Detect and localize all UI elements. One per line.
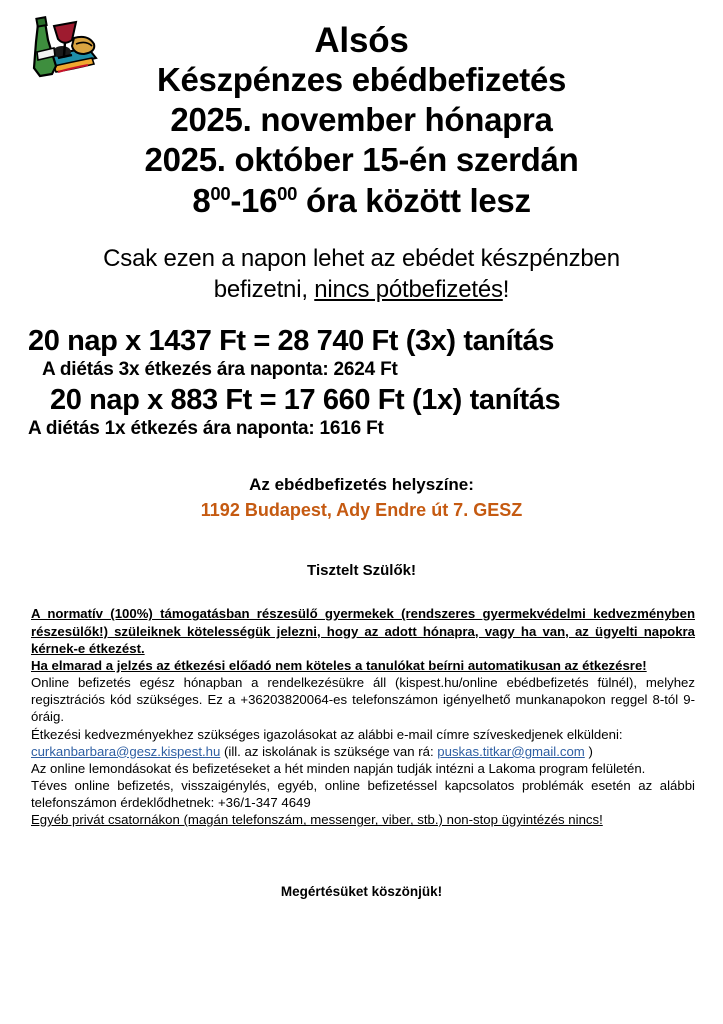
email-line-end-text: ) [584,743,593,759]
fineprint-paragraph-emails [31,743,695,760]
time-suffix-text: óra között lesz [297,181,531,219]
email-line-middle-text: (ill. az iskolának is szüksége van rá: [220,743,438,759]
intro-paragraph [0,243,723,306]
salutation-text: Tisztelt Szülők! [307,562,416,580]
subtitle-line-3: 2025. október 15-én szerdán [144,141,579,179]
fineprint-paragraph-refunds: Téves online befizetés, visszaigénylés, egyéb, online befizetéssel kapcsolatos problémák esetén az alábbi telefonszámon érdeklődhetnek: +36/1-347 4649 [31,778,695,811]
price-row-1x-diet-note: A diétás 1x étkezés ára naponta: 1616 Ft [28,418,384,440]
food-and-drink-clipart-icon [18,6,106,86]
email-link-secondary[interactable]: puskas.titkar@gmail.com [437,743,585,759]
opening-hours-line [0,181,723,221]
time-end-minutes: 00 [277,182,298,204]
time-end-hour: 16 [241,181,278,219]
fineprint-paragraph-discount-docs: Étkezési kedvezményekhez szükséges igazolásokat az alábbi e-mail címre szíveskedjenek elküldeni: [31,726,623,742]
venue-address: 1192 Budapest, Ady Endre út 7. GESZ [200,500,523,521]
fineprint-paragraph-missing-notice: Ha elmarad a jelzés az étkezési előadó nem köteles a tanulókat beírni automatikusan az étkezésre! [31,657,647,673]
venue-label: Az ebédbefizetés helyszíne: [249,474,474,494]
subtitle-line-1: Készpénzes ebédbefizetés [156,60,567,98]
no-late-payment-emphasis: nincs pótbefizetés [314,276,503,304]
intro-line-1: Csak ezen a napon lehet az ebédet készpénzben [103,244,620,272]
time-range-dash: - [230,181,242,219]
intro-line-2 [0,274,723,306]
time-start-minutes: 00 [210,182,231,204]
time-start-hour: 8 [192,181,211,219]
fineprint-paragraph-online-payment: Online befizetés egész hónapban a rendelkezésükre áll (kispest.hu/online ebédbefizetés fülnél), melyhez regisztrációs kód szükséges. Ez a +36203820064-es telefonszámon igényelhető munkanapokon reggel 8-tól 9-óráig. [31,675,695,725]
fineprint-paragraph-private-channels: Egyéb privát csatornákon (magán telefonszám, messenger, viber, stb.) non-stop ügyintézés nincs! [31,812,603,828]
subtitle-line-2: 2025. november hónapra [170,101,553,139]
fineprint-paragraph-normative: A normatív (100%) támogatásban részesülő gyermekek (rendszeres gyermekvédelmi kedvezményben részesülők!) szüleiknek kötelességük jelezni, hogy az adott hónapra, vagy ha van, az ügyelti napokra kérnek-e étkezést. [31,606,695,656]
page-title: Alsós [314,21,409,60]
price-row-1x-total: 20 nap x 883 Ft = 17 660 Ft (1x) tanítás [50,384,561,417]
intro-line-2-suffix: ! [502,276,510,304]
closing-text: Megértésüket köszönjük! [280,884,443,900]
price-row-3x-total: 20 nap x 1437 Ft = 28 740 Ft (3x) tanítás [28,325,554,358]
venue-block [0,472,723,525]
email-link-primary[interactable]: curkanbarbara@gesz.kispest.hu [31,743,221,759]
price-block [0,324,723,442]
intro-line-2-prefix: befizetni, [213,276,315,304]
price-row-3x-diet-note: A diétás 3x étkezés ára naponta: 2624 Ft [42,359,398,381]
poster-header [0,0,723,221]
fineprint-section [0,605,723,828]
fineprint-paragraph-lakoma: Az online lemondásokat és befizetéseket a hét minden napján tudják intézni a Lakoma program felületén. [31,760,646,776]
